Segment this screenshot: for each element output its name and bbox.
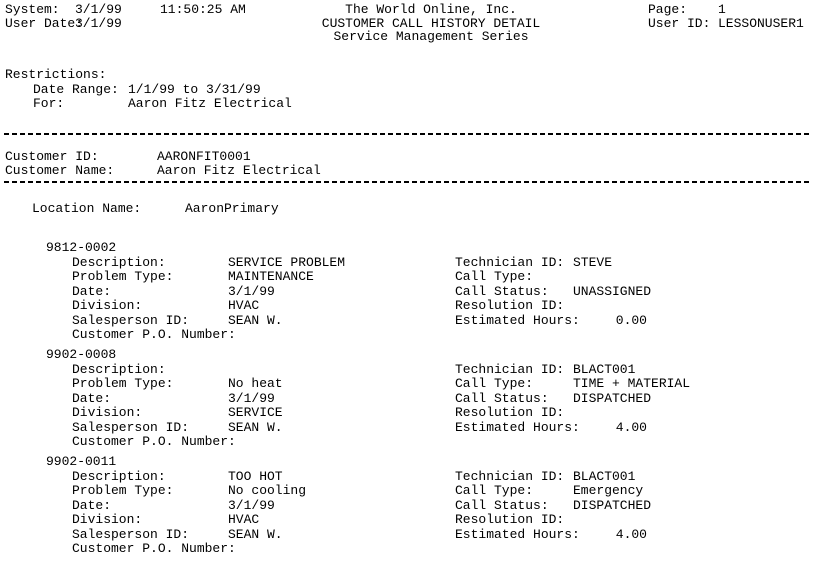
- salesperson-id-label: Salesperson ID:: [72, 419, 190, 435]
- division-value: HVAC: [228, 512, 260, 527]
- description-value: SERVICE PROBLEM: [228, 254, 346, 270]
- technician-id-label: Technician ID:: [455, 254, 565, 270]
- problem-type-value: No heat: [228, 376, 283, 391]
- problem-type-label: Problem Type:: [72, 376, 174, 391]
- call-type-label: Call Type:: [455, 269, 534, 284]
- call-record: [0, 348, 821, 449]
- company-name: The World Online, Inc.: [345, 2, 517, 17]
- restriction-for-value: Aaron Fitz Electrical: [128, 96, 292, 111]
- date-value: 3/1/99: [228, 390, 275, 406]
- page-label: Page:: [648, 2, 688, 17]
- call-number: 9902-0008: [46, 347, 117, 362]
- division-label: Division:: [72, 405, 143, 420]
- customer-name-label: Customer Name:: [5, 163, 115, 178]
- technician-id-value: BLACT001: [573, 361, 636, 377]
- location-name-value: AaronPrimary: [185, 201, 279, 216]
- call-type-value: TIME + MATERIAL: [573, 376, 691, 391]
- call-status-value: DISPATCHED: [573, 497, 652, 513]
- user-id: LESSONUSER1: [718, 16, 804, 31]
- system-time: 11:50:25 AM: [160, 2, 246, 17]
- estimated-hours-value: 4.00: [615, 526, 647, 542]
- description-value: TOO HOT: [228, 468, 283, 484]
- user-id-label: User ID:: [648, 16, 711, 31]
- call-record: [0, 455, 821, 556]
- restrictions-heading: Restrictions:: [5, 67, 107, 82]
- customer-id-label: Customer ID:: [5, 149, 99, 164]
- report-subtitle: Service Management Series: [333, 29, 529, 44]
- estimated-hours-value: 0.00: [615, 312, 647, 328]
- call-number: 9812-0002: [46, 240, 117, 255]
- call-status-value: UNASSIGNED: [573, 283, 652, 299]
- technician-id-value: BLACT001: [573, 468, 636, 484]
- problem-type-label: Problem Type:: [72, 483, 174, 498]
- estimated-hours-label: Estimated Hours:: [455, 312, 580, 328]
- description-label: Description:: [72, 468, 166, 484]
- description-label: Description:: [72, 254, 166, 270]
- customer-po-number-label: Customer P.O. Number:: [72, 541, 236, 556]
- system-label: System:: [5, 2, 60, 17]
- report-title: CUSTOMER CALL HISTORY DETAIL: [321, 16, 541, 31]
- problem-type-label: Problem Type:: [72, 269, 174, 284]
- system-date: 3/1/99: [75, 2, 122, 17]
- resolution-id-label: Resolution ID:: [455, 405, 565, 420]
- call-type-label: Call Type:: [455, 483, 534, 498]
- call-status-label: Call Status:: [455, 390, 549, 406]
- date-range-label: Date Range:: [33, 81, 119, 97]
- call-type-label: Call Type:: [455, 376, 534, 391]
- division-label: Division:: [72, 512, 143, 527]
- resolution-id-label: Resolution ID:: [455, 512, 565, 527]
- technician-id-value: STEVE: [573, 254, 613, 270]
- call-status-label: Call Status:: [455, 497, 549, 513]
- estimated-hours-label: Estimated Hours:: [455, 526, 580, 542]
- division-value: HVAC: [228, 298, 260, 313]
- division-label: Division:: [72, 298, 143, 313]
- user-date: 3/1/99: [75, 16, 122, 31]
- division-value: SERVICE: [228, 405, 283, 420]
- call-type-value: Emergency: [573, 483, 644, 498]
- customer-po-number-label: Customer P.O. Number:: [72, 327, 236, 342]
- technician-id-label: Technician ID:: [455, 468, 565, 484]
- estimated-hours-value: 4.00: [615, 419, 647, 435]
- call-status-value: DISPATCHED: [573, 390, 652, 406]
- call-number: 9902-0011: [46, 454, 117, 469]
- date-range-value: 1/1/99 to 3/31/99: [128, 81, 261, 97]
- separator-line: [4, 181, 811, 183]
- problem-type-value: No cooling: [228, 483, 307, 498]
- restriction-for-label: For:: [33, 96, 65, 111]
- user-date-label: User Date:: [5, 16, 84, 31]
- location-name-label: Location Name:: [32, 201, 142, 216]
- salesperson-id-value: SEAN W.: [228, 419, 283, 435]
- resolution-id-label: Resolution ID:: [455, 298, 565, 313]
- date-label: Date:: [72, 283, 112, 299]
- date-label: Date:: [72, 497, 112, 513]
- salesperson-id-label: Salesperson ID:: [72, 526, 190, 542]
- call-record: [0, 241, 821, 342]
- customer-name-value: Aaron Fitz Electrical: [157, 163, 321, 178]
- customer-po-number-label: Customer P.O. Number:: [72, 434, 236, 449]
- date-label: Date:: [72, 390, 112, 406]
- date-value: 3/1/99: [228, 283, 275, 299]
- technician-id-label: Technician ID:: [455, 361, 565, 377]
- estimated-hours-label: Estimated Hours:: [455, 419, 580, 435]
- customer-id-value: AARONFIT0001: [157, 149, 251, 164]
- date-value: 3/1/99: [228, 497, 275, 513]
- call-status-label: Call Status:: [455, 283, 549, 299]
- salesperson-id-label: Salesperson ID:: [72, 312, 190, 328]
- salesperson-id-value: SEAN W.: [228, 312, 283, 328]
- salesperson-id-value: SEAN W.: [228, 526, 283, 542]
- description-label: Description:: [72, 361, 166, 377]
- problem-type-value: MAINTENANCE: [228, 269, 314, 284]
- page-number: 1: [718, 2, 726, 17]
- separator-line: [4, 133, 811, 135]
